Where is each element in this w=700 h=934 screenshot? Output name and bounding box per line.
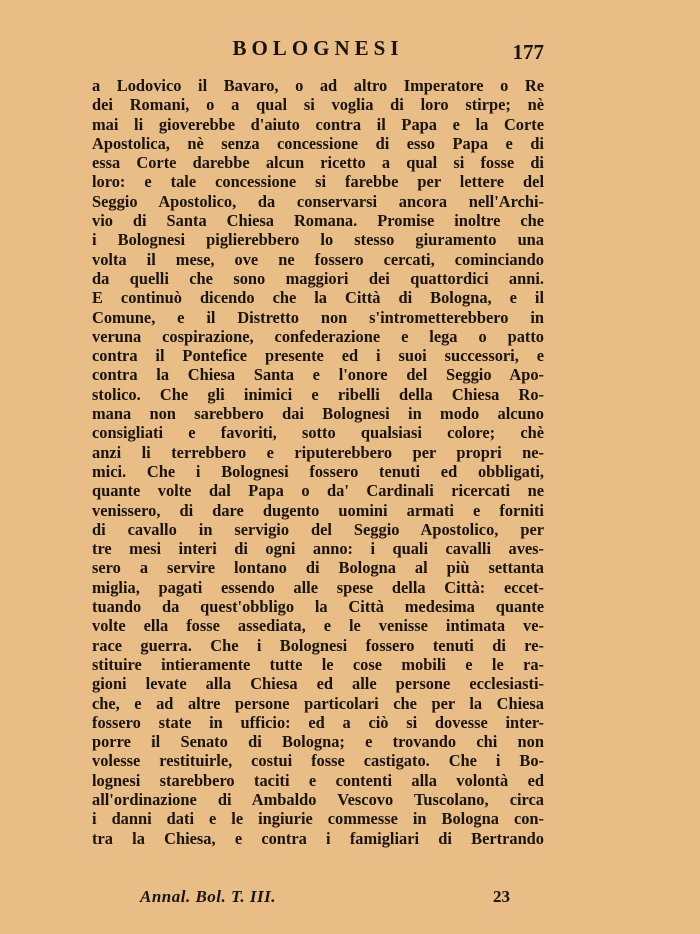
text-line: consigliati e favoriti, sotto qualsiasi colore; chè (92, 423, 544, 443)
text-line: veruna cospirazione, confederazione e lega o patto (92, 326, 544, 346)
page-number: 177 (512, 40, 544, 64)
text-line: gioni levate alla Chiesa ed alle persone ecclesiasti- (92, 674, 544, 694)
text-line: anzi li terrebbero e riputerebbero per propri ne- (92, 442, 544, 462)
page-header (92, 36, 544, 66)
body-text (92, 76, 544, 848)
text-line: Comune, e il Distretto non s'intrometterebbero in (92, 307, 544, 327)
running-title: BOLOGNESI (232, 36, 404, 60)
text-line: da quelli che sono maggiori dei quattordici anni. (92, 268, 544, 288)
text-line: i Bolognesi piglierebbero lo stesso giuramento una (92, 230, 544, 250)
text-line: tra la Chiesa, e contra i famigliari di Bertrando (92, 828, 544, 848)
text-line: tuando da quest'obbligo la Città medesima quante (92, 597, 544, 617)
text-line: sero a servire lontano di Bologna al più settanta (92, 558, 544, 578)
text-line: volesse restituirle, costui fosse castigato. Che i Bo- (92, 751, 544, 771)
text-line: Seggio Apostolico, da conservarsi ancora nell'Archi- (92, 191, 544, 211)
text-line: venissero, di dare dugento uomini armati e forniti (92, 500, 544, 520)
text-line: porre il Senato di Bologna; e trovando chi non (92, 732, 544, 752)
text-line: dei Romani, o a qual si voglia di loro stirpe; nè (92, 95, 544, 115)
text-line: a Lodovico il Bavaro, o ad altro Imperatore o Re (92, 76, 544, 95)
text-line: essa Corte darebbe alcun ricetto a qual si fosse di (92, 153, 544, 173)
page-footer (140, 887, 510, 909)
text-line: loro: e tale concessione si farebbe per lettere del (92, 172, 544, 192)
text-line: stituire intieramente tutte le cose mobili e le ra- (92, 654, 544, 674)
text-line: race guerra. Che i Bolognesi fossero tenuti di re- (92, 635, 544, 655)
text-line: mana non sarebbero dai Bolognesi in modo alcuno (92, 404, 544, 424)
text-line: i danni dati e le ingiurie commesse in Bologna con- (92, 809, 544, 829)
text-line: che, e ad altre persone particolari che per la Chiesa (92, 693, 544, 713)
volume-signature: Annal. Bol. T. III. (140, 887, 276, 906)
text-line: miglia, pagati essendo alle spese della Città: eccet- (92, 577, 544, 597)
text-line: volte ella fosse assediata, e le venisse intimata ve- (92, 616, 544, 636)
text-line: quante volte dal Papa o da' Cardinali ricercati ne (92, 481, 544, 501)
text-line: mai li gioverebbe d'aiuto contra il Papa e la Corte (92, 114, 544, 134)
text-line: contra la Chiesa Santa e l'onore del Seggio Apo- (92, 365, 544, 385)
text-line: E continuò dicendo che la Città di Bologna, e il (92, 288, 544, 308)
text-line: volta il mese, ove ne fossero cercati, cominciando (92, 249, 544, 269)
text-line: fossero state in ufficio: ed a ciò si dovesse inter- (92, 712, 544, 732)
text-line: mici. Che i Bolognesi fossero tenuti ed obbligati, (92, 461, 544, 481)
text-line: contra il Pontefice presente ed i suoi successori, e (92, 346, 544, 366)
text-line: vio di Santa Chiesa Romana. Promise inoltre che (92, 211, 544, 231)
gathering-mark: 23 (493, 887, 510, 906)
text-line: di cavallo in servigio del Seggio Apostolico, per (92, 519, 544, 539)
text-line: all'ordinazione di Ambaldo Vescovo Tuscolano, circa (92, 789, 544, 809)
text-line: lognesi starebbero taciti e contenti alla volontà ed (92, 770, 544, 790)
text-line: stolico. Che gli inimici e ribelli della Chiesa Ro- (92, 384, 544, 404)
text-line: tre mesi interi di ogni anno: i quali cavalli aves- (92, 539, 544, 559)
text-line: Apostolica, nè senza concessione di esso Papa e di (92, 133, 544, 153)
